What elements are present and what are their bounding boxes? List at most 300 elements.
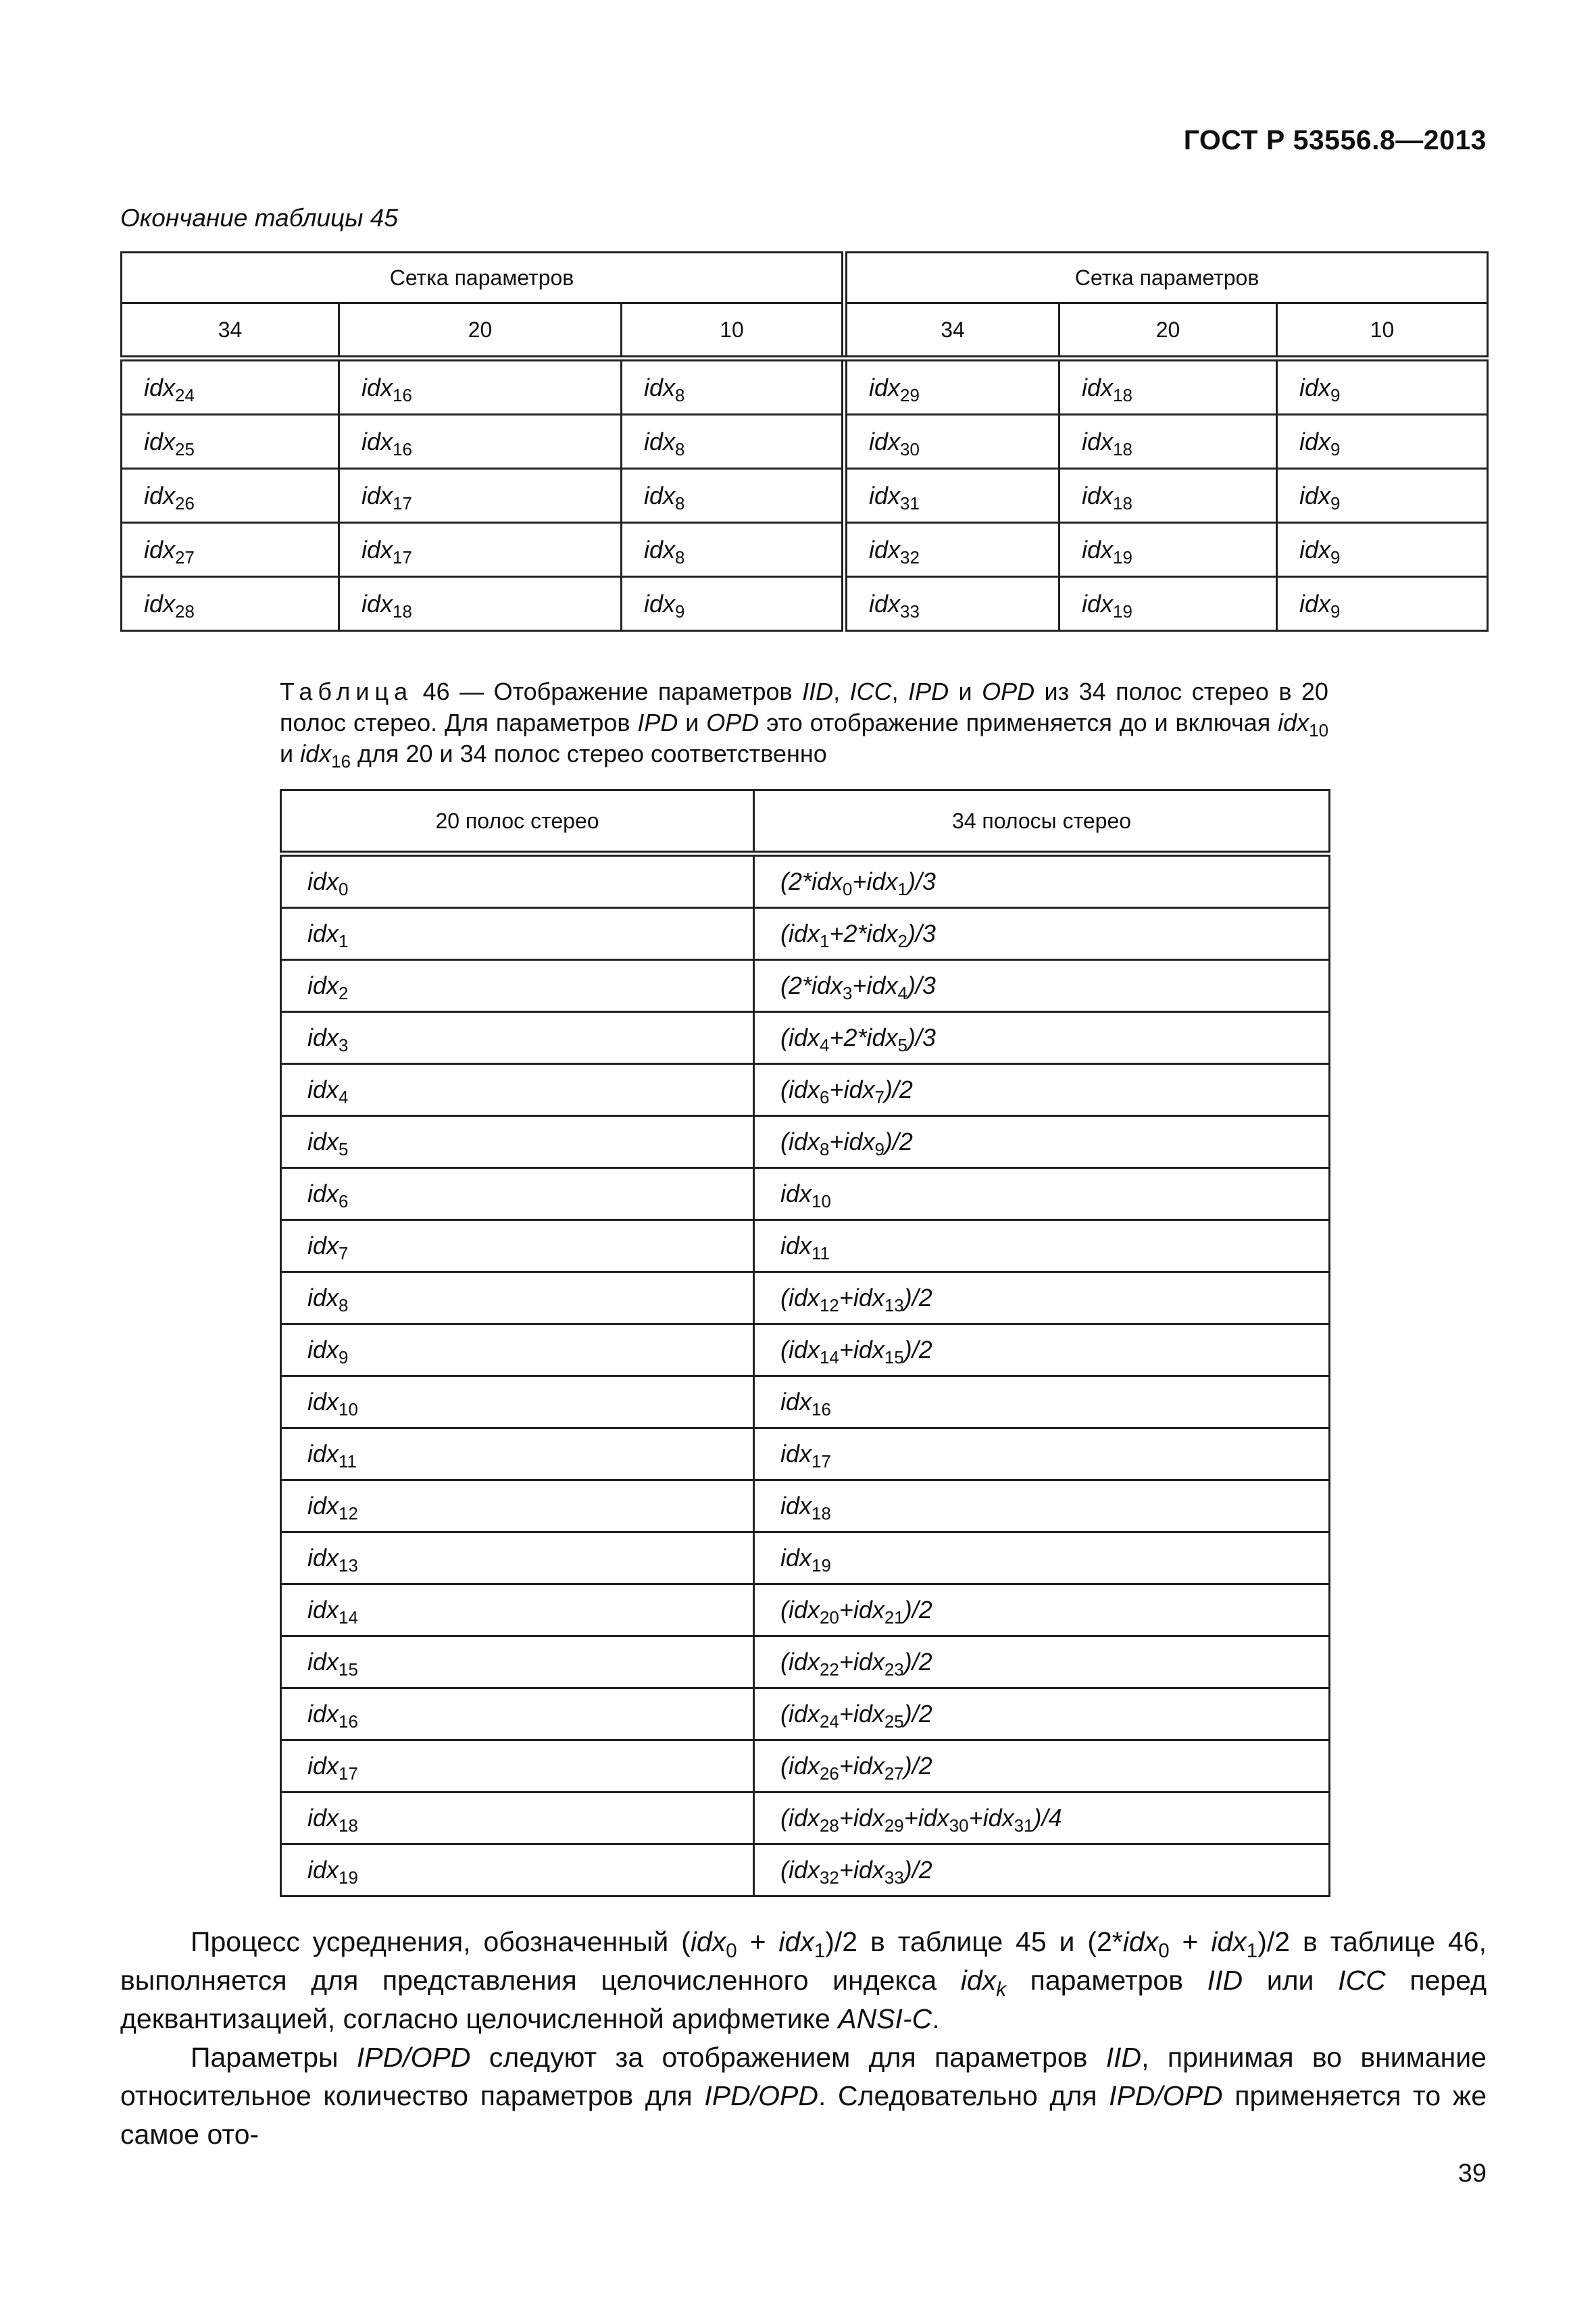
paragraph-subscript: 0	[726, 1939, 737, 1962]
cell-index-subscript: 33	[900, 602, 920, 622]
formula-part: )/2	[884, 1076, 913, 1103]
cell-index-name: idx	[1082, 427, 1114, 455]
cell-index-name: idx	[869, 427, 901, 455]
table-45-cell	[122, 359, 339, 415]
formula-subscript: 23	[884, 1660, 904, 1680]
formula-part: idx	[780, 1180, 812, 1207]
cell-index-name: idx	[1299, 535, 1331, 563]
formula-part: +2*idx	[829, 920, 898, 947]
cell-index-name: idx	[361, 427, 393, 455]
formula-subscript: 28	[820, 1816, 839, 1836]
formula-subscript: 14	[339, 1608, 358, 1628]
formula-part: idx	[307, 1128, 339, 1155]
formula-part: +idx	[839, 1856, 884, 1884]
table-46-cell-left	[281, 1740, 754, 1792]
cell-index-name: idx	[869, 535, 901, 563]
table-row	[281, 1012, 1330, 1064]
paragraph-term: IID	[1207, 1965, 1243, 1996]
formula-subscript: 25	[884, 1712, 904, 1732]
formula-part: )/3	[907, 972, 936, 999]
formula-part: )/2	[903, 1284, 932, 1311]
formula-subscript: 4	[897, 984, 907, 1003]
paragraph-term: IPD/OPD	[356, 2042, 471, 2073]
cell-index-name: idx	[144, 427, 176, 455]
formula-part: )/2	[903, 1648, 932, 1676]
table-46-cell-left	[281, 1636, 754, 1688]
table-46-cell-left	[281, 908, 754, 960]
table-45-cell	[339, 415, 622, 469]
formula-subscript: 1	[897, 880, 907, 899]
table-row	[122, 523, 1488, 577]
table-45-cell	[339, 359, 622, 415]
formula-part: idx	[780, 1440, 812, 1467]
table-45-cell	[622, 469, 845, 523]
cell-index-name: idx	[644, 589, 676, 618]
formula-subscript: 1	[820, 932, 830, 951]
table-46-cell-right	[754, 1012, 1330, 1064]
formula-subscript: 33	[884, 1868, 904, 1888]
paragraph-text: Параметры	[191, 2042, 357, 2073]
formula-part: (idx	[780, 1076, 820, 1103]
table-45-cell	[339, 523, 622, 577]
cell-index-subscript: 32	[900, 548, 920, 568]
table-46-cell-left	[281, 1116, 754, 1168]
table-46-cell-left	[281, 1844, 754, 1896]
formula-subscript: 0	[339, 880, 349, 899]
table-45-cell	[1059, 523, 1277, 577]
table-row	[281, 1428, 1330, 1480]
paragraph-subscript: k	[996, 1978, 1006, 2001]
caption-text: для 20 и 34 полос стерео соответственно	[350, 740, 827, 768]
table-46-cell-left	[281, 960, 754, 1012]
formula-part: )/2	[903, 1596, 932, 1624]
table-45-group-header: Сетка параметров	[122, 253, 845, 303]
formula-part: (idx	[780, 1856, 820, 1884]
table-45-cell	[622, 577, 845, 631]
table-46-cell-left	[281, 1324, 754, 1376]
formula-subscript: 32	[820, 1868, 839, 1888]
cell-index-subscript: 18	[1113, 494, 1132, 513]
formula-part: idx	[780, 1492, 812, 1519]
table-46	[280, 789, 1330, 1897]
formula-subscript: 17	[812, 1452, 831, 1472]
table-row	[122, 415, 1488, 469]
table-46-cell-left	[281, 1220, 754, 1272]
paragraph-term: ICC	[1338, 1965, 1386, 1996]
caption-term: OPD	[982, 678, 1035, 705]
formula-part: )/4	[1033, 1804, 1062, 1832]
paragraph-text: или	[1243, 1965, 1339, 1996]
paragraph-term: IPD/OPD	[1109, 2080, 1223, 2111]
formula-part: idx	[780, 1388, 812, 1415]
paragraph-averaging-process	[120, 1923, 1487, 2038]
cell-index-subscript: 8	[675, 440, 685, 459]
formula-subscript: 15	[884, 1348, 904, 1367]
formula-part: +idx	[852, 972, 898, 999]
table-46-cell-left	[281, 1532, 754, 1584]
table-row	[281, 1688, 1330, 1740]
formula-part: (idx	[780, 1648, 820, 1676]
table-46-cell-right	[754, 1220, 1330, 1272]
caption-term: IPD	[908, 678, 949, 705]
paragraph-term: IPD/OPD	[704, 2080, 818, 2111]
table-45-cell	[122, 415, 339, 469]
formula-part: +idx	[839, 1284, 884, 1311]
table-45-cell	[845, 469, 1059, 523]
cell-index-name: idx	[869, 373, 901, 401]
formula-subscript: 30	[949, 1816, 969, 1836]
paragraph-text: +	[1169, 1926, 1212, 1957]
cell-index-name: idx	[1082, 373, 1114, 401]
cell-index-subscript: 19	[1113, 602, 1132, 622]
table-46-cell-right	[754, 854, 1330, 908]
formula-subscript: 22	[820, 1660, 839, 1680]
cell-index-name: idx	[869, 481, 901, 509]
table-46-cell-left	[281, 1272, 754, 1324]
formula-subscript: 15	[339, 1660, 358, 1680]
table-45-column-header: 10	[1277, 303, 1488, 359]
paragraph-term: idx	[960, 1965, 997, 1996]
formula-subscript: 6	[820, 1088, 830, 1107]
table-45-cell	[1277, 359, 1488, 415]
caption-term: ICC	[849, 678, 892, 705]
formula-part: (idx	[780, 1284, 820, 1311]
cell-index-name: idx	[361, 373, 393, 401]
formula-subscript: 19	[339, 1868, 358, 1888]
table-46-cell-left	[281, 1480, 754, 1532]
paragraph-text: перед деквантизацией, согласно целочисленной арифметике	[120, 1965, 1487, 2034]
formula-part: (idx	[780, 1024, 820, 1051]
cell-index-name: idx	[1299, 481, 1331, 509]
table-46-cell-left	[281, 1428, 754, 1480]
table-row	[281, 1064, 1330, 1116]
cell-index-subscript: 8	[675, 494, 685, 513]
formula-subscript: 13	[339, 1556, 358, 1576]
cell-index-name: idx	[361, 481, 393, 509]
formula-part: idx	[307, 1284, 339, 1311]
table-45-cell	[845, 523, 1059, 577]
cell-index-subscript: 9	[1330, 548, 1341, 568]
table-45-cell	[122, 523, 339, 577]
caption-text: и	[678, 709, 707, 736]
formula-subscript: 10	[812, 1192, 831, 1211]
formula-subscript: 26	[820, 1764, 839, 1784]
caption-term: OPD	[706, 709, 759, 736]
formula-part: )/3	[907, 867, 936, 895]
paragraph-text: Процесс усреднения, обозначенный (	[191, 1926, 691, 1957]
formula-subscript: 16	[339, 1712, 358, 1732]
formula-subscript: 4	[820, 1036, 830, 1055]
cell-index-name: idx	[144, 373, 176, 401]
cell-index-subscript: 18	[1113, 386, 1132, 405]
table-45-cell	[1277, 469, 1488, 523]
formula-subscript: 0	[843, 880, 853, 899]
paragraph-subscript: 1	[814, 1939, 826, 1962]
cell-index-name: idx	[1299, 373, 1331, 401]
table-row	[281, 1844, 1330, 1896]
table-row	[281, 1792, 1330, 1844]
paragraph-text: следуют за отображением для параметров	[470, 2042, 1106, 2073]
cell-index-subscript: 26	[175, 494, 195, 513]
table-46-caption	[280, 676, 1328, 770]
cell-index-name: idx	[361, 535, 393, 563]
cell-index-subscript: 16	[393, 386, 412, 405]
formula-part: idx	[307, 1440, 339, 1467]
paragraph-text: .	[932, 2003, 940, 2034]
table-row	[122, 577, 1488, 631]
formula-part: +idx	[839, 1700, 884, 1728]
formula-part: )/3	[907, 920, 936, 947]
formula-part: idx	[307, 1336, 339, 1363]
table-row	[281, 1220, 1330, 1272]
table-45-cell	[622, 523, 845, 577]
formula-part: +idx	[968, 1804, 1014, 1832]
cell-index-subscript: 19	[1113, 548, 1132, 568]
table-46-cell-right	[754, 1116, 1330, 1168]
caption-subscript: 10	[1309, 721, 1328, 740]
cell-index-subscript: 17	[393, 494, 412, 513]
table-46-cell-left	[281, 1688, 754, 1740]
table-46-cell-left	[281, 1376, 754, 1428]
cell-index-subscript: 16	[393, 440, 412, 459]
formula-part: (idx	[780, 1336, 820, 1363]
formula-part: idx	[307, 1752, 339, 1780]
table-46-cell-right	[754, 1792, 1330, 1844]
caption-text: ,	[891, 678, 909, 705]
table-46-cell-right	[754, 960, 1330, 1012]
caption-text: ,	[833, 678, 850, 705]
table-45-column-header: 10	[622, 303, 845, 359]
formula-part: )/2	[903, 1856, 932, 1884]
cell-index-name: idx	[144, 481, 176, 509]
table-46-cell-right	[754, 1688, 1330, 1740]
cell-index-subscript: 30	[900, 440, 920, 459]
formula-subscript: 31	[1014, 1816, 1034, 1836]
table-46-cell-right	[754, 1324, 1330, 1376]
formula-subscript: 21	[884, 1608, 904, 1628]
formula-part: +idx	[839, 1752, 884, 1780]
paragraph-subscript: 1	[1246, 1939, 1258, 1962]
table-row	[281, 1116, 1330, 1168]
table-45-cell	[845, 415, 1059, 469]
cell-index-name: idx	[1082, 589, 1114, 618]
table-46-number: 46	[422, 678, 450, 705]
table-46-cell-right	[754, 1064, 1330, 1116]
table-row	[281, 1480, 1330, 1532]
table-45-cell	[122, 469, 339, 523]
formula-subscript: 18	[812, 1504, 831, 1524]
cell-index-subscript: 9	[1330, 386, 1341, 405]
table-46-cell-right	[754, 1844, 1330, 1896]
formula-subscript: 5	[897, 1036, 907, 1055]
formula-part: (idx	[780, 1700, 820, 1728]
table-row	[281, 1272, 1330, 1324]
formula-part: )/2	[903, 1700, 932, 1728]
formula-subscript: 7	[339, 1244, 349, 1263]
caption-text: это отображение применяется до и включая	[759, 709, 1278, 736]
cell-index-name: idx	[144, 535, 176, 563]
cell-index-name: idx	[1082, 535, 1114, 563]
cell-index-subscript: 31	[900, 494, 920, 513]
table-46-cell-left	[281, 854, 754, 908]
cell-index-name: idx	[1299, 427, 1331, 455]
document-standard-header: ГОСТ Р 53556.8—2013	[1183, 124, 1487, 155]
table-46-cell-right	[754, 1168, 1330, 1220]
table-46-column-header: 34 полосы стерео	[754, 790, 1330, 854]
table-46-cell-left	[281, 1012, 754, 1064]
formula-part: idx	[307, 867, 339, 895]
paragraph-term: idx	[690, 1926, 726, 1957]
cell-index-name: idx	[144, 589, 176, 618]
formula-subscript: 5	[339, 1140, 349, 1159]
table-45-cell	[622, 415, 845, 469]
table-row	[122, 469, 1488, 523]
formula-subscript: 8	[339, 1296, 349, 1315]
table-46-cell-left	[281, 1584, 754, 1636]
table-45-cell	[339, 469, 622, 523]
formula-part: idx	[307, 1804, 339, 1832]
paragraph-text: применяется то же самое ото-	[120, 2080, 1487, 2150]
formula-part: +idx	[852, 867, 898, 895]
formula-subscript: 2	[897, 932, 907, 951]
table-row	[281, 1636, 1330, 1688]
cell-index-subscript: 9	[675, 602, 685, 622]
cell-index-subscript: 17	[393, 548, 412, 568]
formula-subscript: 29	[884, 1816, 904, 1836]
table-row	[281, 1740, 1330, 1792]
formula-part: +idx	[839, 1336, 884, 1363]
formula-part: idx	[307, 1648, 339, 1676]
formula-subscript: 18	[339, 1816, 358, 1836]
caption-term: idx	[300, 740, 332, 768]
table-46-cell-left	[281, 1792, 754, 1844]
table-row	[281, 1376, 1330, 1428]
paragraph-term: IID	[1105, 2042, 1142, 2073]
cell-index-name: idx	[644, 481, 676, 509]
table-46-cell-right	[754, 1532, 1330, 1584]
formula-part: idx	[307, 1180, 339, 1207]
paragraph-subscript: 0	[1158, 1939, 1170, 1962]
table-45-cell	[339, 577, 622, 631]
cell-index-name: idx	[644, 427, 676, 455]
formula-part: +idx	[839, 1648, 884, 1676]
cell-index-name: idx	[644, 373, 676, 401]
formula-subscript: 11	[339, 1452, 357, 1472]
caption-text: из 34 полос стерео в 20 полос стерео. Для параметров	[280, 678, 1328, 736]
formula-part: )/2	[903, 1336, 932, 1363]
table-46-caption-label: Таблица	[280, 678, 414, 705]
paragraph-text: , принимая во внимание относительное количество параметров для	[120, 2042, 1487, 2111]
table-45-cell	[1059, 469, 1277, 523]
formula-subscript: 10	[339, 1400, 358, 1419]
formula-part: idx	[307, 1232, 339, 1259]
formula-part: (idx	[780, 1596, 820, 1624]
formula-subscript: 1	[339, 932, 349, 951]
paragraph-term: idx	[1211, 1926, 1247, 1957]
table-row	[281, 1324, 1330, 1376]
table-45-cell	[1059, 577, 1277, 631]
formula-subscript: 13	[884, 1296, 904, 1315]
table-46-cell-right	[754, 1272, 1330, 1324]
table-row	[281, 1584, 1330, 1636]
cell-index-subscript: 9	[1330, 440, 1341, 459]
table-45-cell	[845, 577, 1059, 631]
caption-text: и	[949, 678, 982, 705]
formula-part: (idx	[780, 1752, 820, 1780]
formula-part: (idx	[780, 920, 820, 947]
formula-subscript: 11	[812, 1244, 830, 1263]
formula-part: +idx	[839, 1596, 884, 1624]
formula-part: )/2	[903, 1752, 932, 1780]
paragraph-text: . Следовательно для	[818, 2080, 1109, 2111]
paragraph-term: idx	[778, 1926, 814, 1957]
formula-part: +idx	[903, 1804, 949, 1832]
formula-part: +idx	[839, 1804, 884, 1832]
cell-index-subscript: 28	[175, 602, 195, 622]
formula-subscript: 12	[820, 1296, 839, 1315]
table-46-cell-right	[754, 908, 1330, 960]
formula-part: (idx	[780, 1804, 820, 1832]
caption-term: idx	[1278, 709, 1310, 736]
cell-index-name: idx	[869, 589, 901, 618]
paragraph-text: параметров	[1005, 1965, 1207, 1996]
formula-part: idx	[307, 920, 339, 947]
formula-subscript: 16	[812, 1400, 831, 1419]
cell-index-subscript: 18	[1113, 440, 1132, 459]
table-row	[281, 854, 1330, 908]
cell-index-subscript: 18	[393, 602, 412, 622]
formula-part: +idx	[829, 1128, 875, 1155]
formula-subscript: 27	[884, 1764, 904, 1784]
table-45-cell	[1277, 577, 1488, 631]
formula-subscript: 3	[339, 1036, 349, 1055]
formula-part: (2*idx	[780, 972, 843, 999]
paragraph-ipd-opd	[120, 2038, 1487, 2154]
table-46-cell-right	[754, 1636, 1330, 1688]
cell-index-name: idx	[361, 589, 393, 618]
formula-subscript: 9	[874, 1140, 884, 1159]
table-46-cell-right	[754, 1428, 1330, 1480]
formula-subscript: 12	[339, 1504, 358, 1524]
caption-dash: —	[449, 678, 494, 705]
table-46-cell-right	[754, 1584, 1330, 1636]
table-45-cell	[845, 359, 1059, 415]
table-45-column-header: 34	[845, 303, 1059, 359]
formula-part: idx	[307, 1544, 339, 1571]
table-45-cell	[1277, 523, 1488, 577]
page-number: 39	[1457, 2159, 1487, 2188]
formula-part: idx	[307, 972, 339, 999]
formula-subscript: 7	[874, 1088, 884, 1107]
table-row	[281, 908, 1330, 960]
table-row	[281, 1532, 1330, 1584]
paragraph-text: )/2 в таблице 46, выполняется для представления целочисленного индекса	[120, 1926, 1487, 1996]
formula-part: )/3	[907, 1024, 936, 1051]
formula-subscript: 14	[820, 1348, 839, 1367]
formula-subscript: 6	[339, 1192, 349, 1211]
cell-index-subscript: 27	[175, 548, 195, 568]
table-45-cell	[1059, 359, 1277, 415]
table-45-cell	[622, 359, 845, 415]
table-46-cell-right	[754, 1376, 1330, 1428]
cell-index-subscript: 25	[175, 440, 195, 459]
formula-part: idx	[307, 1076, 339, 1103]
formula-subscript: 8	[820, 1140, 830, 1159]
table-46-cell-left	[281, 1064, 754, 1116]
cell-index-name: idx	[644, 535, 676, 563]
formula-subscript: 2	[339, 984, 349, 1003]
formula-part: idx	[307, 1700, 339, 1728]
